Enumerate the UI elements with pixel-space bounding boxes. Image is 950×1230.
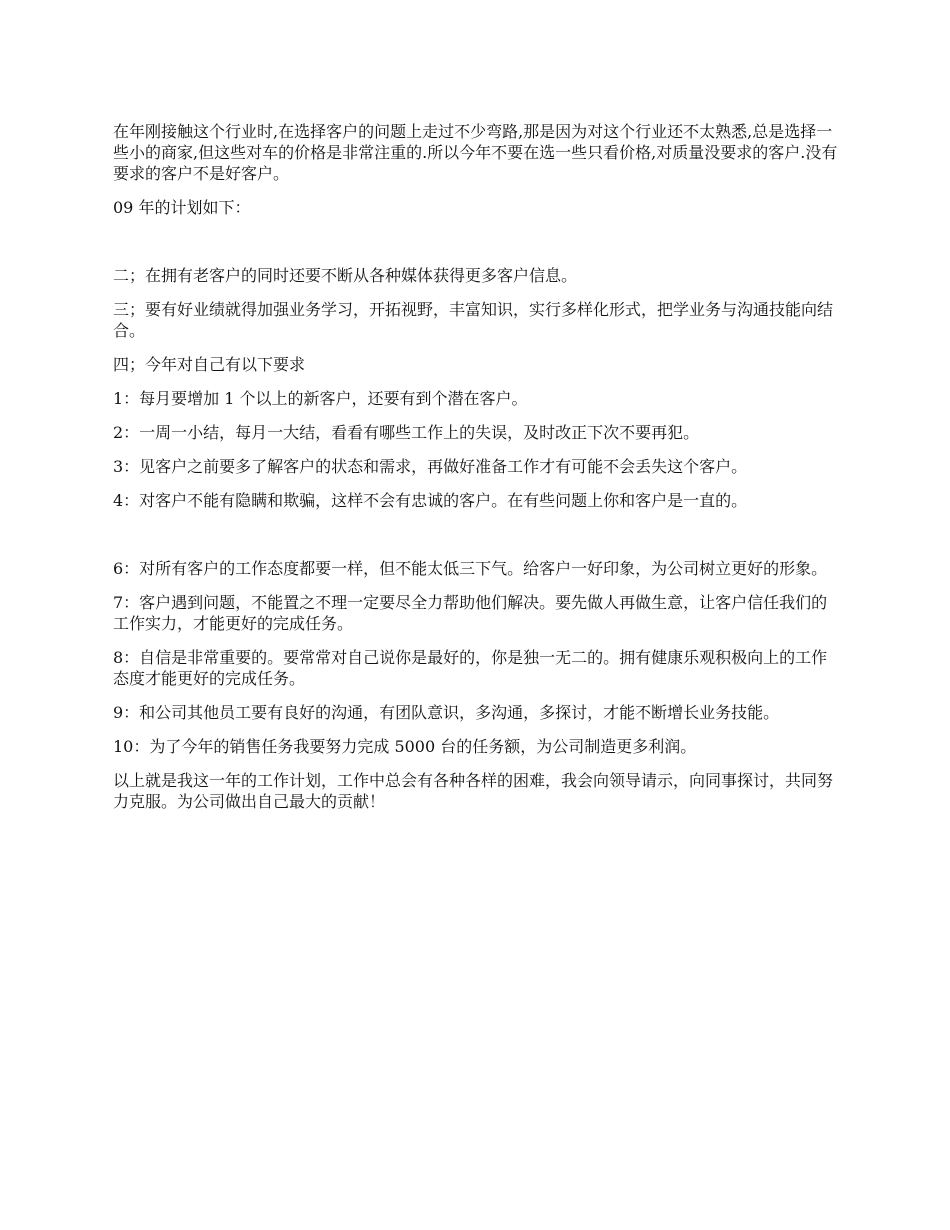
blank-gap (113, 231, 841, 265)
document-body (113, 121, 841, 825)
list-item-9: 9：和公司其他员工要有良好的沟通，有团队意识，多沟通，多探讨，才能不断增长业务技能。 (113, 703, 780, 722)
list-item-2: 2：一周一小结，每月一大结，看看有哪些工作上的失误，及时改正下次不要再犯。 (113, 423, 700, 442)
paragraph-plan-heading: 09 年的计划如下： (113, 198, 251, 217)
paragraph-conclusion: 以上就是我这一年的工作计划，工作中总会有各种各样的困难，我会向领导请示，向同事探讨，共同努力克服。为公司做出自己最大的贡献！ (113, 771, 834, 811)
paragraph-item-2: 二；在拥有老客户的同时还要不断从各种媒体获得更多客户信息。 (113, 266, 578, 285)
list-item-4: 4：对客户不能有隐瞒和欺骗，这样不会有忠诚的客户。在有些问题上你和客户是一直的。 (113, 491, 748, 510)
list-item-10: 10：为了今年的销售任务我要努力完成 5000 台的任务额，为公司制造更多利润。 (113, 737, 697, 756)
paragraph-item-4: 四；今年对自己有以下要求 (113, 355, 306, 374)
paragraph-item-3: 三；要有好业绩就得加强业务学习，开拓视野，丰富知识，实行多样化形式，把学业务与沟通技能向结合。 (113, 300, 834, 340)
list-item-6: 6：对所有客户的工作态度都要一样，但不能太低三下气。给客户一好印象，为公司树立更好的形象。 (113, 559, 828, 578)
blank-gap (113, 524, 841, 558)
list-item-3: 3：见客户之前要多了解客户的状态和需求，再做好准备工作才有可能不会丢失这个客户。 (113, 457, 748, 476)
list-item-1: 1：每月要增加 1 个以上的新客户，还要有到个潜在客户。 (113, 389, 528, 408)
list-item-8: 8：自信是非常重要的。要常常对自己说你是最好的，你是独一无二的。拥有健康乐观积极向上的工作态度才能更好的完成任务。 (113, 648, 828, 688)
paragraph-intro: 在年刚接触这个行业时,在选择客户的问题上走过不少弯路,那是因为对这个行业还不太熟悉,总是选择一些小的商家,但这些对车的价格是非常注重的.所以今年不要在选一些只看价格,对质量没要求的客户.没有要求的客户不是好客户。 (113, 122, 838, 183)
list-item-7: 7：客户遇到问题，不能置之不理一定要尽全力帮助他们解决。要先做人再做生意，让客户信任我们的工作实力，才能更好的完成任务。 (113, 593, 828, 633)
